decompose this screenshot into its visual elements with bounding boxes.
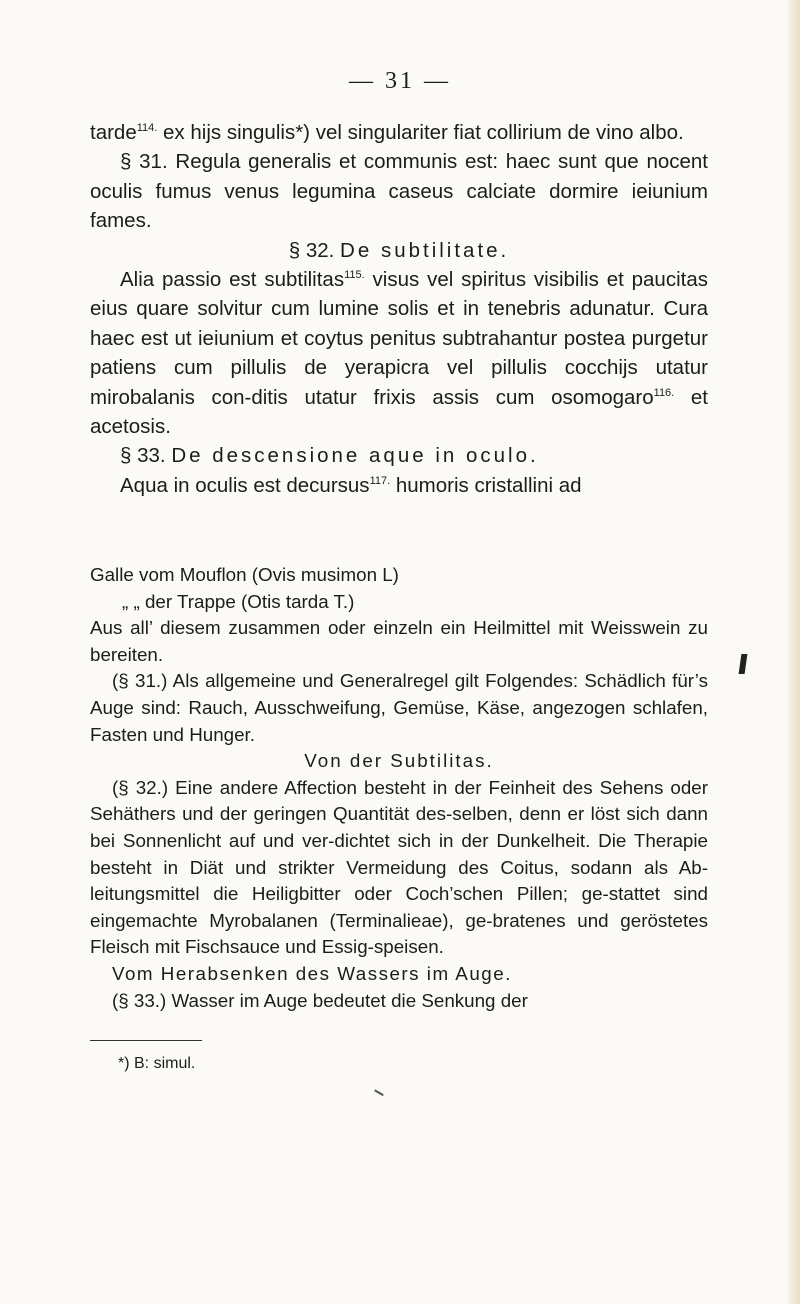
footnote-divider [90,1040,202,1041]
german-line-trappe: „ „ der Trappe (Otis tarda T.) [122,590,355,612]
footnote-ref-117: 117. [369,475,391,488]
german-line-galle: Galle vom Mouflon (Ovis musimon L) [90,564,399,585]
print-mark-small [374,1086,386,1096]
section-heading-33: § 33. De descensione aque in oculo. [120,444,539,468]
latin-paragraph-31: § 31. Regula generalis et communis est: haec sunt que nocent oculis fumus venus legumina caseus calciate dormire ieiunium fames. [90,150,708,233]
latin-text [90,118,708,500]
page-edge [786,0,800,1304]
german-paragraph-32: (§ 32.) Eine andere Affection besteht in der Feinheit des Sehens oder Sehäthers und der geringen Quantität des-selben, denn er löst sich dann bei Sonnenlicht auf und ver-dichtet sich in der Dunkelheit. Die Therapie besteht in Diät und strikter Vermeidung des Coitus, sodann als Ab-leitungsmittel die Heiligbitter oder Coch’schen Pillen; ge-stattet sind eingemachte Myrobalanen (Terminalieae), ge-bratenes und geröstetes Fleisch mit Fischsauce und Essig-speisen. [90,776,708,958]
german-heading-herabsenken: Vom Herabsenken des Wassers im Auge. [112,962,512,984]
german-line-heilmittel: Aus all’ diesem zusammen oder einzeln ein Heilmittel mit Weisswein zu bereiten. [90,617,708,665]
footnote-ref-114: 114. [136,122,158,135]
german-heading-subtilitas: Von der Subtilitas. [304,750,494,772]
section-heading-32: § 32. De subtilitate. [288,238,510,262]
german-paragraph-33: (§ 33.) Wasser im Auge bedeutet die Senkung der [112,989,528,1011]
latin-paragraph-subtilitas: Alia passio est subtilitas$^{115.}$ visus vel spiritus visibilis et paucitas eius quare solvitur cum lumine solis et in tenebris adunatur. Cura haec est ut ieiunium et coytus penitus subtrahantur postea purgetur patiens cum pillulis de yerapicra vel pillulis cocchijs utatur mirobalanis con-ditis utatur frixis assis cum osomogaro$^{116.}$ et acetosis. [90,268,708,439]
footnote: *) B: simul. [118,1055,196,1072]
page-number: — 31 — [349,68,451,94]
latin-paragraph-1: tarde$^{114.}$ ex hijs singulis*) vel singulariter fiat collirium de vino albo. [90,121,684,144]
footnote-ref-115: 115. [344,269,365,282]
german-paragraph-31: (§ 31.) Als allgemeine und Generalregel gilt Folgendes: Schädlich für’s Auge sind: Rauch, Ausschweifung, Gemüse, Käse, angezogen schlafen, Fasten und Hunger. [90,670,708,745]
german-translation [90,562,708,1014]
print-mark [739,654,748,674]
latin-paragraph-aqua: Aqua in oculis est decursus$^{117.}$ humoris cristallini ad [120,473,582,497]
footnote-ref-116: 116. [653,386,675,399]
